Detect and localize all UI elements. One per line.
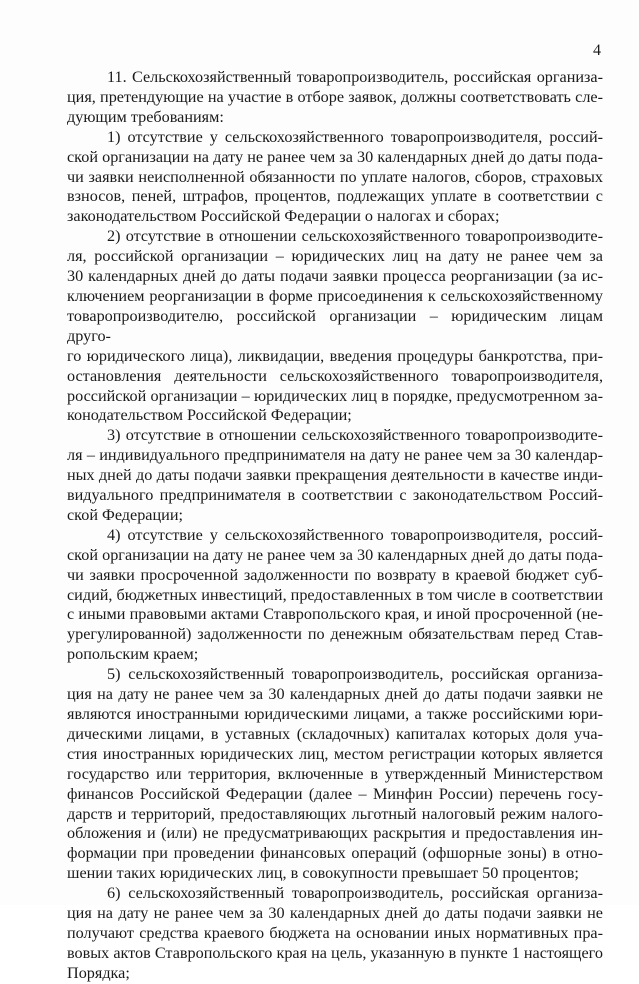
text-line: взносов, пеней, штрафов, процентов, подлежащих уплате в соответствии с <box>67 187 603 206</box>
text-line: 4) отсутствие у сельскохозяйственного товаропроизводителя, россий- <box>107 525 603 544</box>
text-line: 5) сельскохозяйственный товаропроизводитель, российская организа- <box>107 665 603 684</box>
text-line: вовых актов Ставропольского края на цель, указанную в пункте 1 настоящего <box>67 943 603 962</box>
text-line: дующим требованиям: <box>67 107 224 126</box>
text-line: финансов Российской Федерации (далее – Минфин России) перечень госу- <box>67 784 603 803</box>
text-line: урегулированной) задолженности по денежным обязательствам перед Став- <box>67 625 603 644</box>
text-line: законодательством Российской Федерации о налогах и сборах; <box>67 207 500 226</box>
text-line: чи заявки неисполненной обязанности по уплате налогов, сборов, страховых <box>67 167 603 186</box>
text-line: 3) отсутствие в отношении сельскохозяйственного товаропроизводите- <box>107 426 603 445</box>
paragraph <box>67 227 603 426</box>
text-line: стия иностранных юридических лиц, местом регистрации которых является <box>67 744 603 763</box>
paragraph <box>67 526 603 665</box>
text-line: формации при проведении финансовых операций (офшорные зоны) в отно- <box>67 844 603 863</box>
paragraph <box>67 884 603 984</box>
text-line: дарств и территорий, предоставляющих льготный налоговый режим налого- <box>67 804 603 823</box>
text-line: сидий, бюджетных инвестиций, предоставленных в том числе в соответствии <box>67 585 603 604</box>
text-line: ля – индивидуального предпринимателя на дату не ранее чем за 30 календар- <box>67 446 603 465</box>
text-line: ской организации на дату не ранее чем за 30 календарных дней до даты пода- <box>67 545 603 564</box>
text-line: с иными правовыми актами Ставропольского края, и иной просроченной (не- <box>67 605 603 624</box>
text-line: чи заявки просроченной задолженности по возврату в краевой бюджет суб- <box>67 565 603 584</box>
text-line: российской организации – юридических лиц в порядке, предусмотренном за- <box>67 386 603 405</box>
paragraph <box>67 128 603 228</box>
text-line: государство или территория, включенные в утвержденный Министерством <box>67 764 603 783</box>
text-line: ропольским краем; <box>67 645 199 664</box>
paragraph <box>67 68 603 128</box>
text-line: 6) сельскохозяйственный товаропроизводитель, российская организа- <box>107 884 603 903</box>
text-line: го юридического лица), ликвидации, введения процедуры банкротства, при- <box>67 346 603 365</box>
text-line: обложения и (или) не предусматривающих раскрытия и предоставления ин- <box>67 824 603 843</box>
text-line: ключением реорганизации в форме присоединения к сельскохозяйственному <box>67 286 603 305</box>
text-line: конодательством Российской Федерации; <box>67 406 352 425</box>
text-line: ской организации на дату не ранее чем за 30 календарных дней до даты пода- <box>67 147 603 166</box>
text-line: ля, российской организации – юридических лиц на дату не ранее чем за <box>67 247 603 266</box>
paragraph <box>67 665 603 884</box>
text-line: получают средства краевого бюджета на основании иных нормативных пра- <box>67 923 603 942</box>
text-line: ской Федерации; <box>67 505 183 524</box>
paragraph-list <box>67 68 603 984</box>
page-number: 4 <box>593 42 601 59</box>
text-line: товаропроизводителю, российской организации – юридическим лицам друго- <box>67 306 603 345</box>
text-line: ция на дату не ранее чем за 30 календарных дней до даты подачи заявки не <box>67 904 603 923</box>
text-line: видуального предпринимателя в соответствии с законодательством Россий- <box>67 486 603 505</box>
text-line: 30 календарных дней до даты подачи заявки процесса реорганизации (за ис- <box>67 267 603 286</box>
text-line: являются иностранными юридическими лицами, а также российскими юри- <box>67 705 603 723</box>
paragraph <box>67 426 603 526</box>
text-line: 1) отсутствие у сельскохозяйственного товаропроизводителя, россий- <box>107 127 603 146</box>
text-line: ция, претендующие на участие в отборе заявок, должны соответствовать сле- <box>67 87 603 106</box>
document-body <box>67 68 603 984</box>
text-line: шении таких юридических лиц, в совокупности превышает 50 процентов; <box>67 864 579 883</box>
text-line: остановления деятельности сельскохозяйственного товаропроизводителя, <box>67 366 603 385</box>
text-line: дическими лицами, в уставных (складочных) капиталах которых доля уча- <box>67 724 603 743</box>
text-line: 2) отсутствие в отношении сельскохозяйственного товаропроизводите- <box>107 227 603 246</box>
text-line: ных дней до даты подачи заявки прекращения деятельности в качестве инди- <box>67 466 603 485</box>
text-line: Порядка; <box>67 963 130 982</box>
text-line: 11. Сельскохозяйственный товаропроизводитель, российская организа- <box>107 68 603 86</box>
text-line: ция на дату не ранее чем за 30 календарных дней до даты подачи заявки не <box>67 685 603 704</box>
